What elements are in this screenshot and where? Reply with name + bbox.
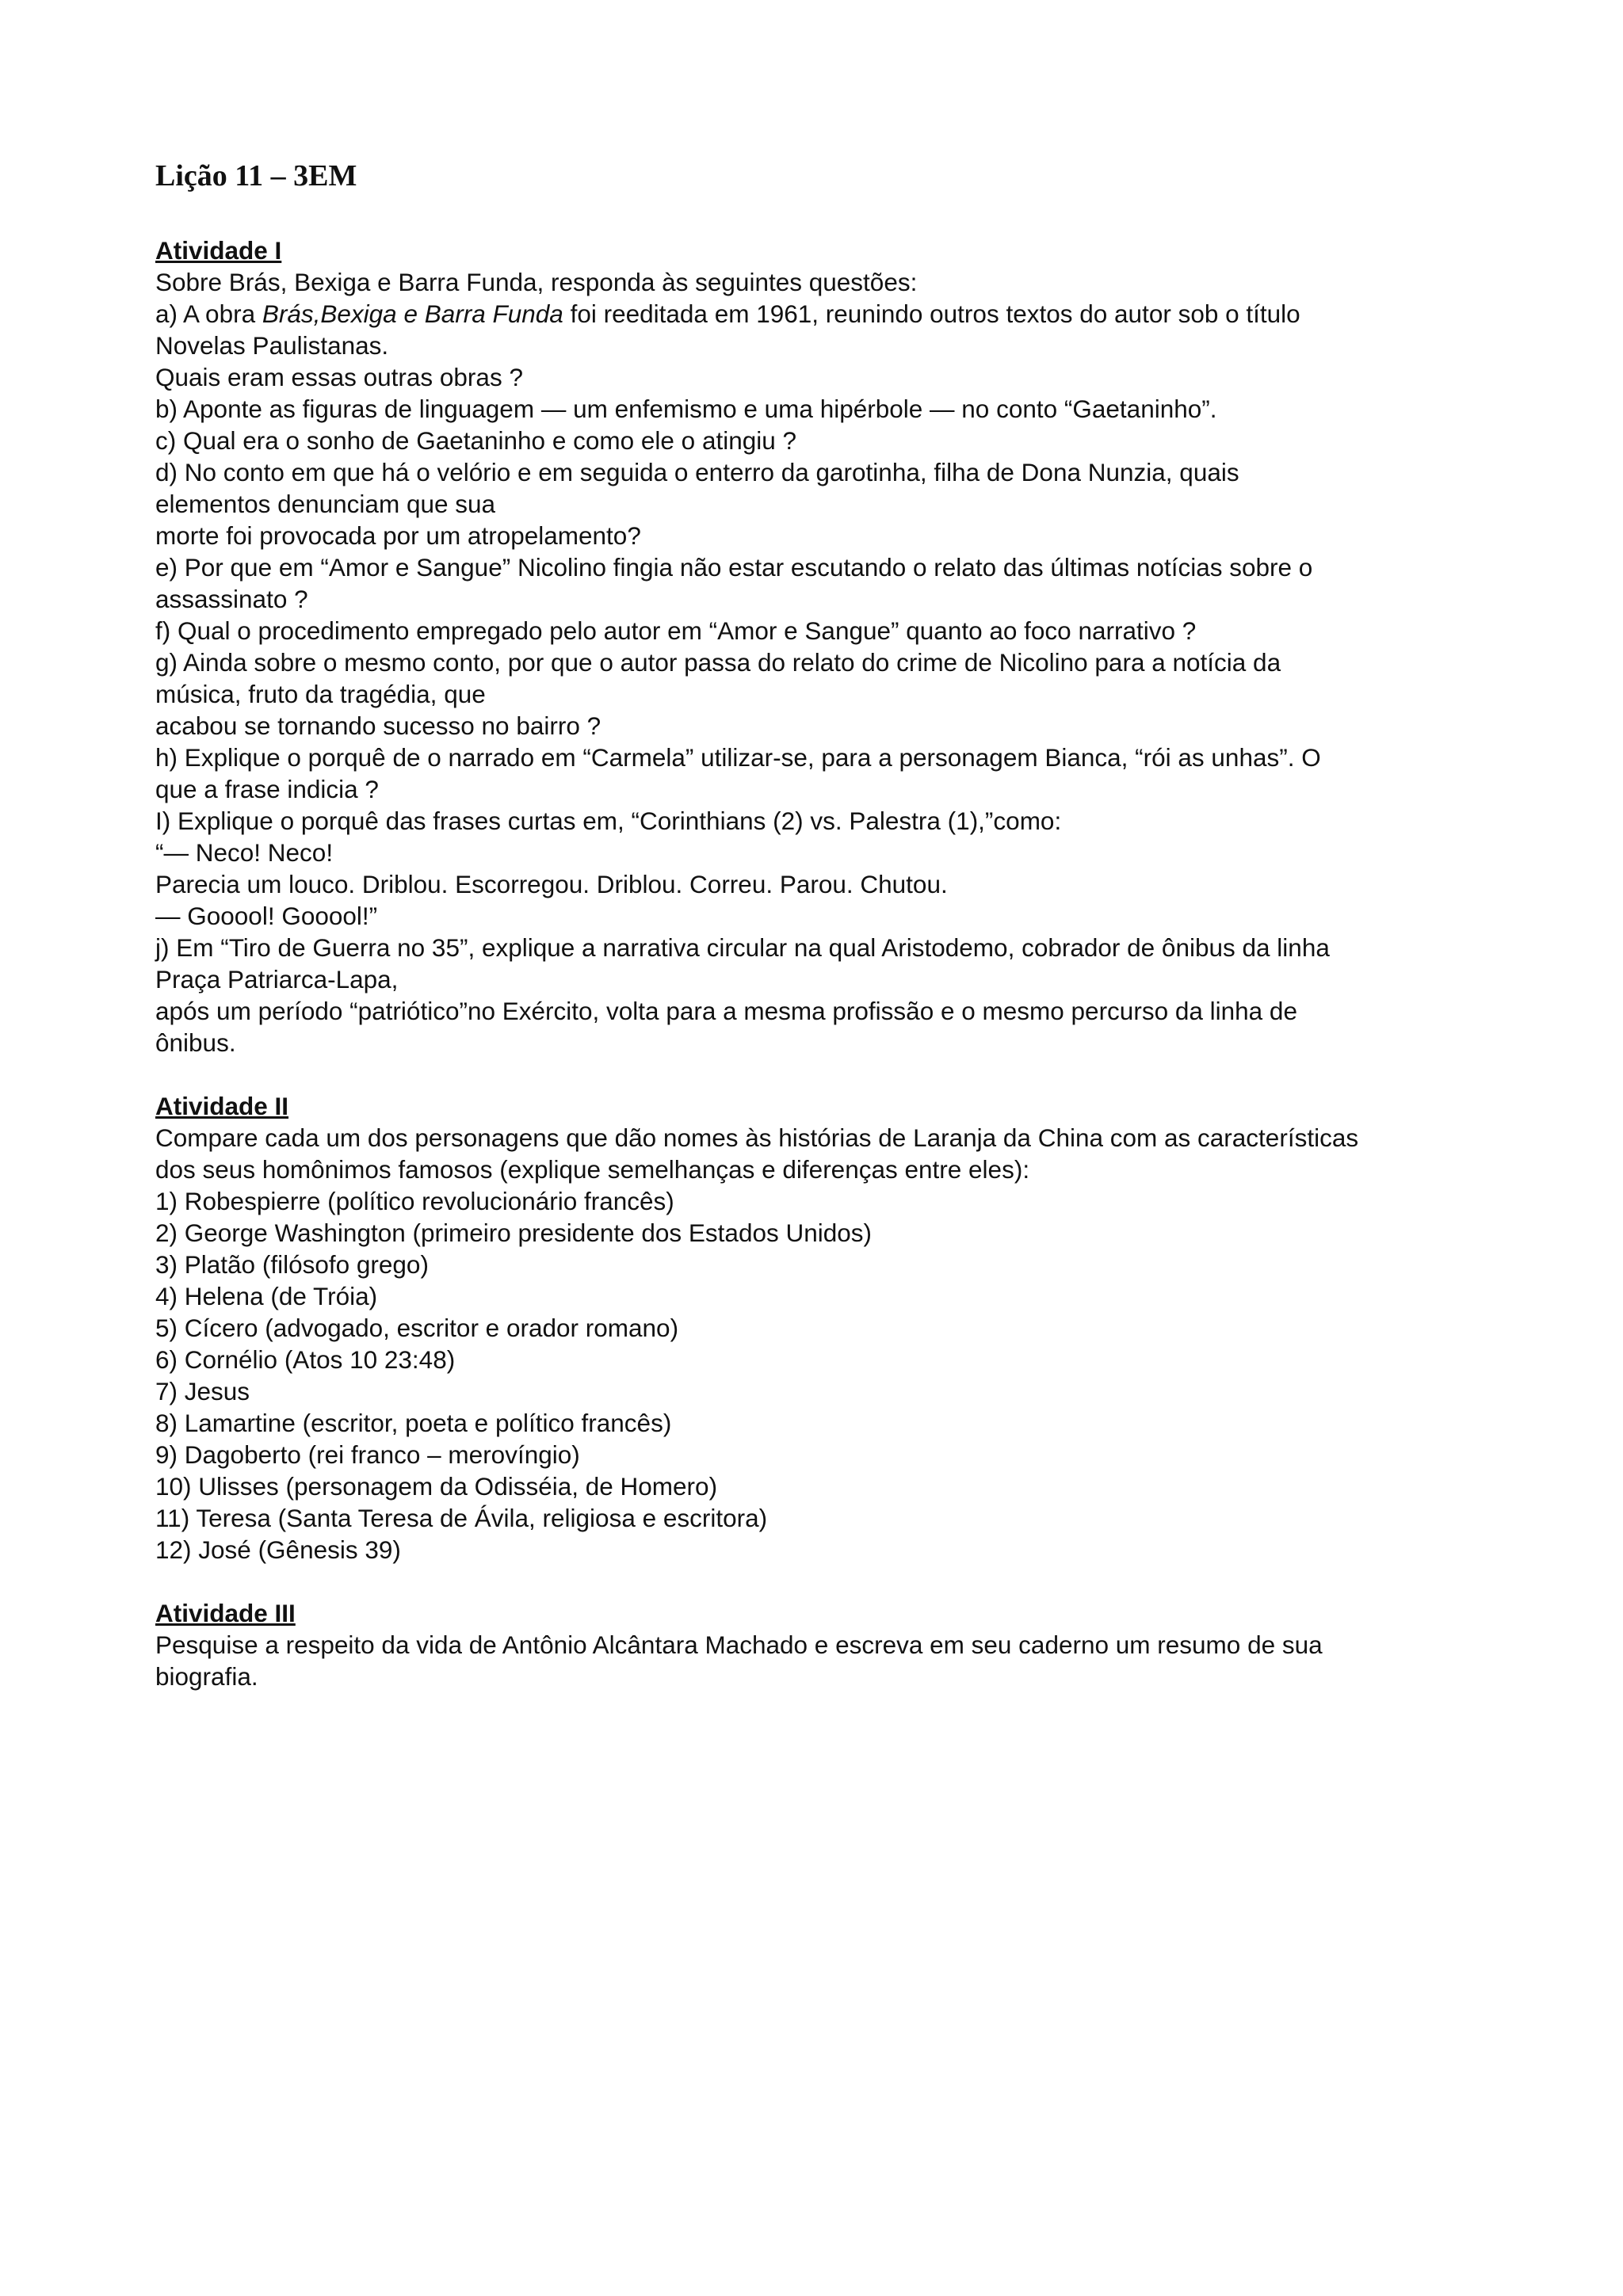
question-i-line-3: Parecia um louco. Driblou. Escorregou. Driblou. Correu. Parou. Chutou. — [155, 870, 948, 898]
question-h-line-1: h) Explique o porquê de o narrado em “Carmela” utilizar-se, para a personagem Bianca, “rói as unhas”. O — [155, 743, 1321, 772]
question-d-line-1: d) No conto em que há o velório e em seguida o enterro da garotinha, filha de Dona Nunzia, quais — [155, 458, 1239, 486]
list-item: 9) Dagoberto (rei franco – merovíngio) — [155, 1440, 580, 1469]
document-page — [155, 157, 1487, 1724]
question-i-line-1: I) Explique o porquê das frases curtas em, “Corinthians (2) vs. Palestra (1),”como: — [155, 807, 1062, 835]
list-item: 11) Teresa (Santa Teresa de Ávila, religiosa e escritora) — [155, 1504, 768, 1532]
activity-1-section — [155, 235, 1487, 1058]
question-f: f) Qual o procedimento empregado pelo autor em “Amor e Sangue” quanto ao foco narrativo ? — [155, 616, 1197, 645]
list-item: 2) George Washington (primeiro presidente dos Estados Unidos) — [155, 1219, 873, 1247]
question-a-suffix: foi reeditada em 1961, reunindo outros textos do autor sob o título — [563, 299, 1300, 328]
activity-2-intro-line-2: dos seus homônimos famosos (explique semelhanças e diferenças entre eles): — [155, 1155, 1030, 1184]
question-j-line-1: j) Em “Tiro de Guerra no 35”, explique a narrativa circular na qual Aristodemo, cobrador de ônibus da linha — [155, 933, 1330, 962]
activity-2-intro-line-1: Compare cada um dos personagens que dão nomes às histórias de Laranja da China com as características — [155, 1123, 1359, 1152]
activity-2-section — [155, 1090, 1487, 1566]
list-item: 7) Jesus — [155, 1377, 250, 1405]
question-g-line-3: acabou se tornando sucesso no bairro ? — [155, 711, 601, 740]
question-a-line-2: Novelas Paulistanas. — [155, 331, 389, 360]
question-c: c) Qual era o sonho de Gaetaninho e como ele o atingiu ? — [155, 426, 797, 455]
question-a-line-1 — [155, 298, 1487, 330]
list-item: 5) Cícero (advogado, escritor e orador romano) — [155, 1314, 679, 1342]
activity-2-heading: Atividade II — [155, 1092, 289, 1120]
question-i-line-4: — Gooool! Gooool!” — [155, 902, 378, 930]
question-g-line-1: g) Ainda sobre o mesmo conto, por que o autor passa do relato do crime de Nicolino para a notícia da — [155, 648, 1281, 677]
activity-3-text-line-2: biografia. — [155, 1662, 258, 1691]
question-g-line-2: música, fruto da tragédia, que — [155, 680, 486, 708]
question-a-line-3: Quais eram essas outras obras ? — [155, 363, 523, 391]
question-b: b) Aponte as figuras de linguagem — um enfemismo e uma hipérbole — no conto “Gaetaninho”. — [155, 395, 1217, 423]
question-j-line-4: ônibus. — [155, 1028, 236, 1057]
question-j-line-2: Praça Patriarca-Lapa, — [155, 965, 399, 994]
question-h-line-2: que a frase indicia ? — [155, 775, 379, 803]
question-a-prefix: a) A obra — [155, 299, 262, 328]
list-item: 3) Platão (filósofo grego) — [155, 1250, 429, 1279]
activity-3-section — [155, 1597, 1487, 1692]
question-d-line-3: morte foi provocada por um atropelamento? — [155, 521, 641, 550]
list-item: 12) José (Gênesis 39) — [155, 1535, 401, 1564]
question-e-line-1: e) Por que em “Amor e Sangue” Nicolino fingia não estar escutando o relato das últimas notícias sobre o — [155, 553, 1313, 582]
activity-3-heading: Atividade III — [155, 1599, 296, 1627]
list-item: 8) Lamartine (escritor, poeta e político francês) — [155, 1409, 672, 1437]
question-j-line-3: após um período “patriótico”no Exército, volta para a mesma profissão e o mesmo percurso da linha de — [155, 997, 1297, 1025]
question-a-book-title: Brás,Bexiga e Barra Funda — [262, 299, 563, 328]
list-item: 10) Ulisses (personagem da Odisséia, de Homero) — [155, 1472, 718, 1501]
page-title: Lição 11 – 3EM — [155, 159, 357, 193]
list-item: 6) Cornélio (Atos 10 23:48) — [155, 1345, 456, 1374]
question-i-line-2: “— Neco! Neco! — [155, 838, 334, 867]
activity-3-text-line-1: Pesquise a respeito da vida de Antônio Alcântara Machado e escreva em seu caderno um resumo de sua — [155, 1630, 1323, 1659]
question-d-line-2: elementos denunciam que sua — [155, 490, 496, 518]
activity-1-heading: Atividade I — [155, 236, 282, 265]
list-item: 4) Helena (de Tróia) — [155, 1282, 378, 1310]
list-item: 1) Robespierre (político revolucionário francês) — [155, 1187, 674, 1215]
question-e-line-2: assassinato ? — [155, 585, 308, 613]
activity-1-intro: Sobre Brás, Bexiga e Barra Funda, responda às seguintes questões: — [155, 268, 918, 296]
